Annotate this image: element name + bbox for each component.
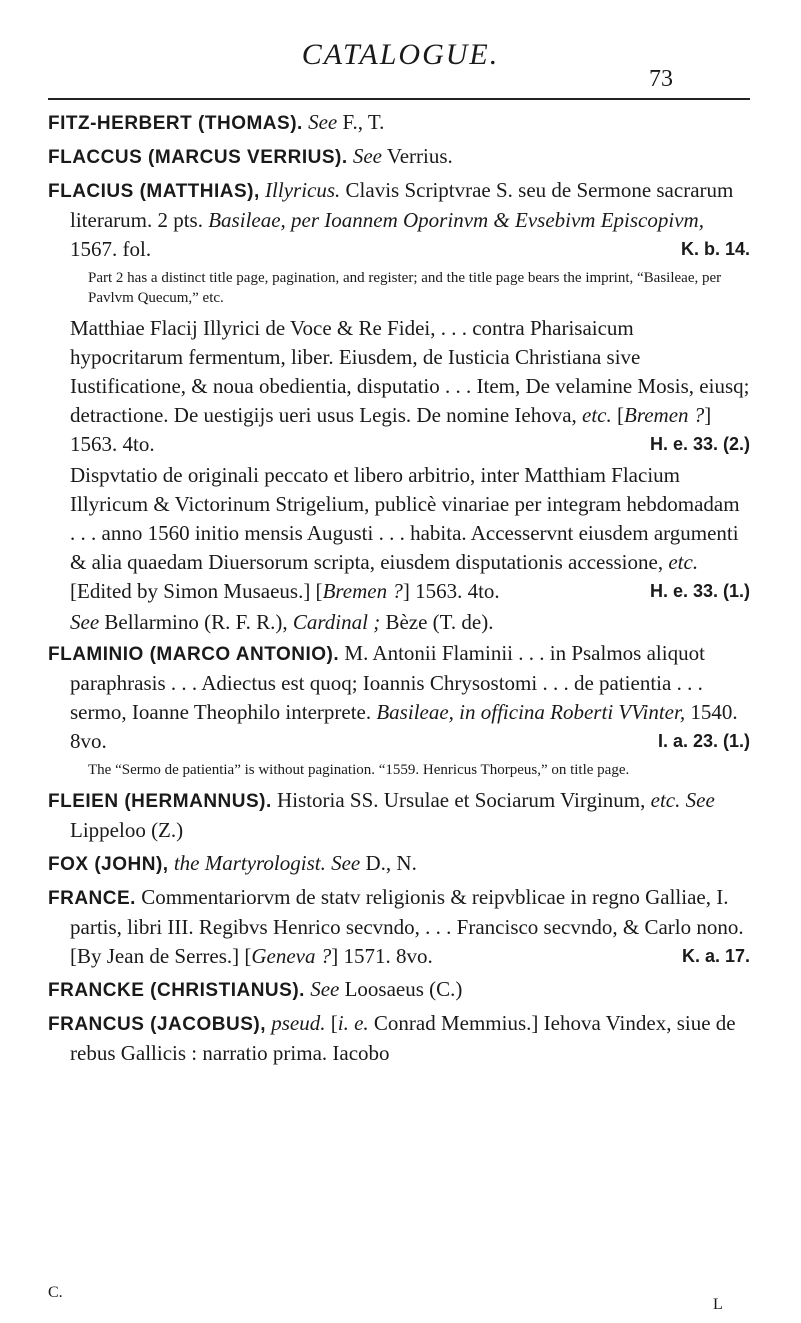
entry-heading: FOX (JOHN), xyxy=(48,854,169,875)
catalogue-entry: FRANCE. Commentariorvm de statv religionis & reipvblicae in regno Galliae, I. partis, libri III. Regibvs Henrico secvndo, . . . Francisco secvndo, & Carlo nono. [By Jean de Serres.] [Geneva ?] 1571. 8vo. K. a. 17. xyxy=(48,883,750,971)
catalogue-entry: Dispvtatio de originali peccato et libero arbitrio, inter Matthiam Flacium Illyricum & Victorinum Strigelium, publicè vinariae per integram hebdomadam . . . anno 1560 initio mensis Augusti . . . habita. Accesservnt eiusdem argumenti & alia quaedam Diuersorum scripta, eiusdem disputationis accessione, etc. [Edited by Simon Musaeus.] [Bremen ?] 1563. 4to. H. e. 33. (1.) xyxy=(48,461,750,606)
entry-heading: FRANCUS (JACOBUS), xyxy=(48,1014,266,1035)
catalogue-entry: FLAMINIO (MARCO ANTONIO). M. Antonii Flaminii . . . in Psalmos aliquot paraphrasis . . . Adiectus est quoq; Ioannis Chrysostomi . . . de patientia . . . sermo, Ioanne Theophilo interprete. Basileae, in officina Roberti VVinter, 1540. 8vo. I. a. 23. (1.) xyxy=(48,639,750,756)
catalogue-entry: FRANCKE (CHRISTIANUS). See Loosaeus (C.) xyxy=(48,977,463,1001)
entry-heading: FRANCE. xyxy=(48,888,136,909)
shelfmark: H. e. 33. (2.) xyxy=(649,434,750,454)
catalogue-entry: FRANCUS (JACOBUS), pseud. [i. e. Conrad Memmius.] Iehova Vindex, siue de rebus Gallicis : narratio prima. Iacobo xyxy=(48,1011,736,1065)
italic-text: Basileae, in officina Roberti VVinter, xyxy=(376,700,686,724)
catalogue-entries xyxy=(48,108,750,1072)
italic-text: Basileae, per Ioannem Oporinvm & Evsebivm Episcopivm, xyxy=(208,208,704,232)
header-rule xyxy=(48,98,750,100)
catalogue-entry: FLEIEN (HERMANNUS). Historia SS. Ursulae et Sociarum Virginum, etc. See Lippeloo (Z.) xyxy=(48,788,715,842)
italic-text: See xyxy=(310,977,340,1001)
catalogue-entry: FITZ-HERBERT (THOMAS). See F., T. xyxy=(48,110,385,134)
page-number: 73 xyxy=(649,66,673,92)
catalogue-entry: FLACIUS (MATTHIAS), Illyricus. Clavis Scriptvrae S. seu de Sermone sacrarum literarum. 2 pts. Basileae, per Ioannem Oporinvm & Evsebivm Episcopivm, 1567. fol. K. b. 14. xyxy=(48,176,750,264)
shelfmark: K. b. 14. xyxy=(680,239,750,259)
entry-heading: FLACCUS (MARCUS VERRIUS). xyxy=(48,147,348,168)
entry-note: Part 2 has a distinct title page, pagination, and register; and the title page bears the imprint, “Basileae, per Pavlvm Quecum,” etc. xyxy=(88,270,722,306)
signature-mark-left: C. xyxy=(48,1284,63,1301)
italic-text: etc. xyxy=(582,403,612,427)
shelfmark: I. a. 23. (1.) xyxy=(657,731,750,751)
italic-text: Cardinal ; xyxy=(292,610,381,634)
italic-text: pseud. xyxy=(271,1011,326,1035)
italic-text: Geneva ? xyxy=(251,944,332,968)
italic-text: Bremen ? xyxy=(624,403,705,427)
italic-text: Illyricus. xyxy=(265,178,341,202)
entry-heading: FLAMINIO (MARCO ANTONIO). xyxy=(48,644,340,665)
entry-heading: FLACIUS (MATTHIAS), xyxy=(48,181,260,202)
italic-text: See xyxy=(685,788,715,812)
entry-heading: FRANCKE (CHRISTIANUS). xyxy=(48,980,305,1001)
italic-text: See xyxy=(308,110,338,134)
italic-text: etc. xyxy=(650,788,681,812)
signature-mark-right: L xyxy=(713,1296,723,1313)
catalogue-entry: Matthiae Flacij Illyrici de Voce & Re Fidei, . . . contra Pharisaicum hypocritarum fermentum, liber. Eiusdem, de Iusticia Christiana sive Iustificatione, & noua obedientia, disputatio . . . Item, De velamine Mosis, eiusq; detractione. De uestigijs ueri usus Legis. De nomine Iehova, etc. [Bremen ?] 1563. 4to. H. e. 33. (2.) xyxy=(48,314,750,459)
catalogue-entry: FLACCUS (MARCUS VERRIUS). See Verrius. xyxy=(48,144,453,168)
italic-text: the Martyrologist. xyxy=(173,851,326,875)
italic-text: See xyxy=(331,851,361,875)
italic-text: etc. xyxy=(668,550,699,574)
shelfmark: K. a. 17. xyxy=(681,946,750,966)
running-head: CATALOGUE. xyxy=(301,38,500,71)
italic-text: Bremen ? xyxy=(322,579,403,603)
italic-text: See xyxy=(70,610,100,634)
italic-text: See xyxy=(352,144,383,168)
catalogue-entry: FOX (JOHN), the Martyrologist. See D., N. xyxy=(48,851,417,875)
italic-text: i. e. xyxy=(337,1011,369,1035)
entry-note: The “Sermo de patientia” is without pagination. “1559. Henricus Thorpeus,” on title page. xyxy=(88,762,630,778)
shelfmark: H. e. 33. (1.) xyxy=(649,581,750,601)
entry-heading: FLEIEN (HERMANNUS). xyxy=(48,791,272,812)
entry-heading: FITZ-HERBERT (THOMAS). xyxy=(48,113,303,134)
catalogue-entry: See Bellarmino (R. F. R.), Cardinal ; Bèze (T. de). xyxy=(70,610,494,634)
